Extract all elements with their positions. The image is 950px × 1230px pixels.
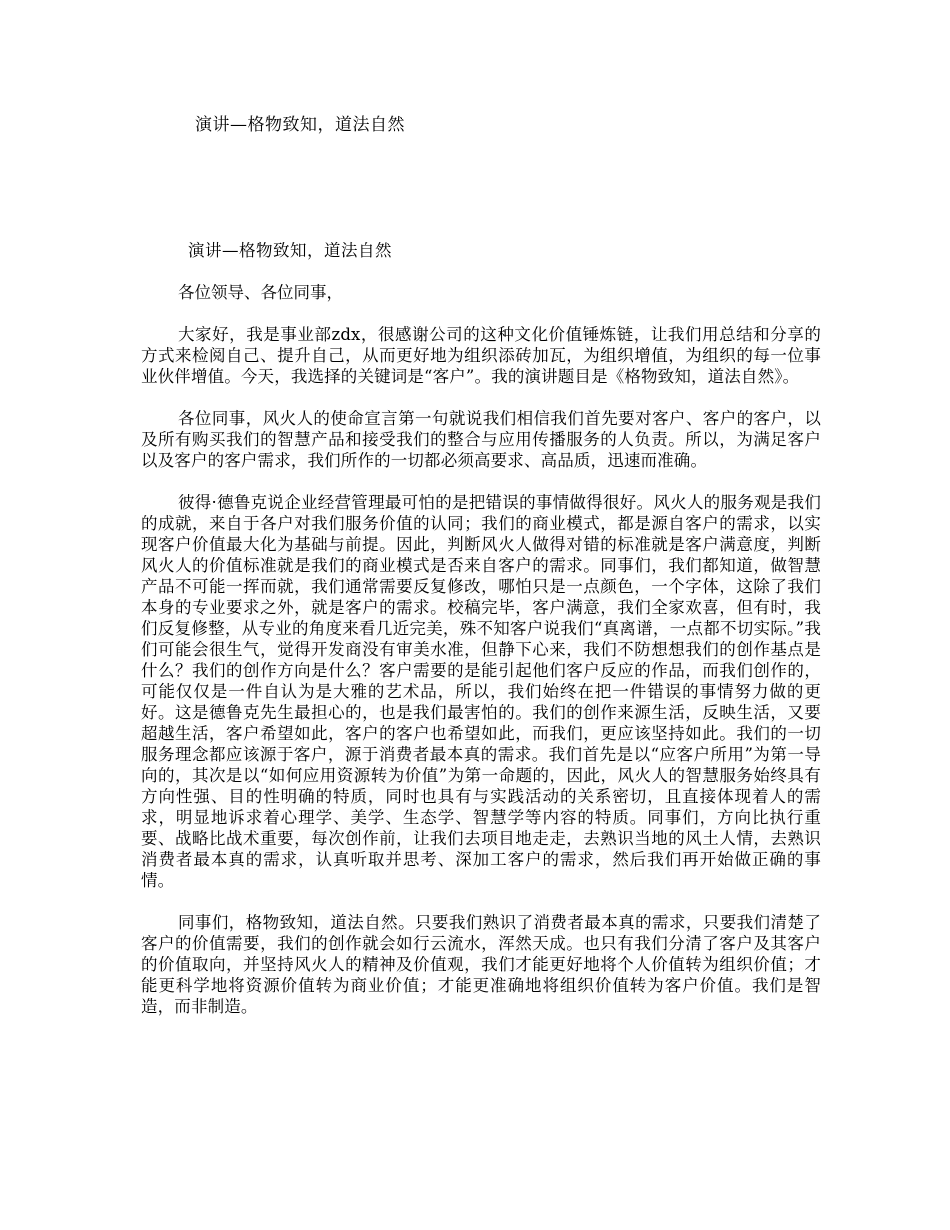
salutation: 各位领导、各位同事， bbox=[178, 283, 343, 302]
paragraph-1: 大家好，我是事业部zdx，很感谢公司的这种文化价值锤炼链，让我们用总结和分享的方式来检阅自己、提升自己，从而更好地为组织添砖加瓦，为组织增值，为组织的每一位事业伙伴增值。今天，我选择的关键词是“客户”。我的演讲题目是《格物致知，道法自然》。 bbox=[141, 325, 821, 386]
paragraph-4: 同事们，格物致知，道法自然。只要我们熟识了消费者最本真的需求，只要我们清楚了客户的价值需要，我们的创作就会如行云流水，浑然天成。也只有我们分清了客户及其客户的价值取向，并坚持风火人的精神及价值观，我们才能更好地将个人价值转为组织价值；才能更科学地将资源价值转为商业价值；才能更准确地将组织价值转为客户价值。我们是智造，而非制造。 bbox=[141, 913, 821, 1016]
paragraph-3: 彼得·德鲁克说企业经营管理最可怕的是把错误的事情做得很好。风火人的服务观是我们的成就，来自于各户对我们服务价值的认同；我们的商业模式，都是源自客户的需求，以实现客户价值最大化为基础与前提。因此，判断风火人做得对错的标准就是客户满意度，判断风火人的价值标准就是我们的商业模式是否来自客户的需求。同事们，我们都知道，做智慧产品不可能一挥而就，我们通常需要反复修改，哪怕只是一点颜色，一个字体，这除了我们本身的专业要求之外，就是客户的需求。校稿完毕，客户满意，我们全家欢喜，但有时，我们反复修整，从专业的角度来看几近完美，殊不知客户说我们“真离谱，一点都不切实际。”我们可能会很生气，觉得开发商没有审美水准，但静下心来，我们不防想想我们的创作基点是什么？我们的创作方向是什么？客户需要的是能引起他们客户反应的作品，而我们创作的，可能仅仅是一件自认为是大雅的艺术品，所以，我们始终在把一件错误的事情努力做的更好。这是德鲁克先生最担心的，也是我们最害怕的。我们的创作来源生活，反映生活，又要超越生活，客户希望如此，客户的客户也希望如此，而我们，更应该坚持如此。我们的一切服务理念都应该源于客户，源于消费者最本真的需求。我们首先是以“应客户所用”为第一导向的，其次是以“如何应用资源转为价值”为第一命题的，因此，风火人的智慧服务始终具有方向性强、目的性明确的特质，同时也具有与实践活动的关系密切，且直接体现着人的需求，明显地诉求着心理学、美学、生态学、智慧学等内容的特质。同事们，方向比执行重要、战略比战术重要，每次创作前，让我们去项目地走走，去熟识当地的风土人情，去熟识消费者最本真的需求，认真听取并思考、深加工客户的需求，然后我们再开始做正确的事情。 bbox=[141, 493, 821, 890]
document-body bbox=[141, 240, 821, 1038]
document-title: 演讲—格物致知，道法自然 bbox=[195, 115, 405, 135]
paragraph-2: 各位同事，风火人的使命宣言第一句就说我们相信我们首先要对客户、客户的客户，以及所有购买我们的智慧产品和接受我们的整合与应用传播服务的人负责。所以，为满足客户以及客户的客户需求，我们所作的一切都必须高要求、高品质，迅速而准确。 bbox=[141, 409, 821, 470]
speech-heading: 演讲—格物致知，道法自然 bbox=[188, 241, 392, 260]
